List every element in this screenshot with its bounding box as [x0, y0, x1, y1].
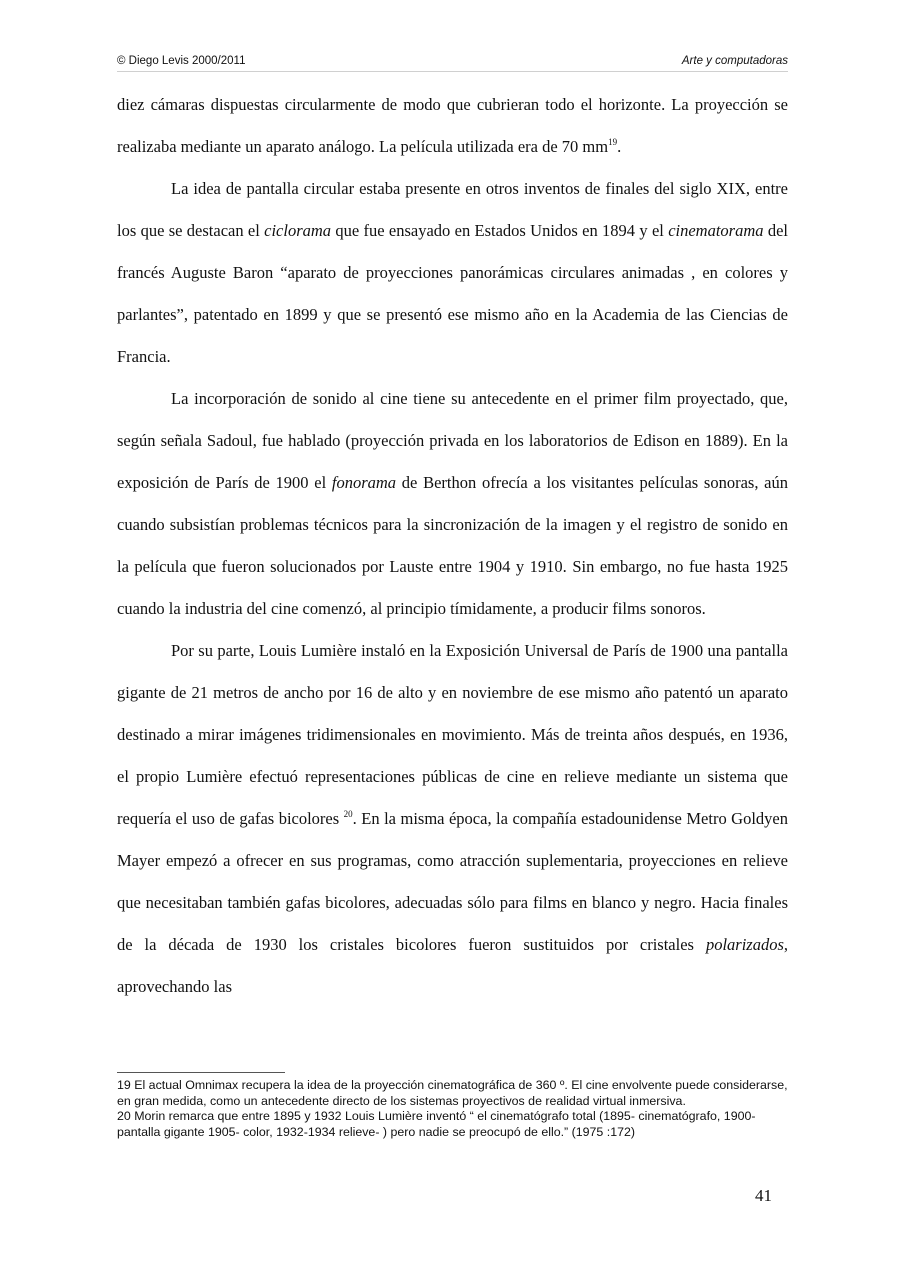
paragraph-1: diez cámaras dispuestas circularmente de modo que cubrieran todo el horizonte. La proyección se realizaba mediante un aparato análogo. La película utilizada era de 70 $mm^{19}$.: [117, 95, 788, 156]
footnote-ref-19: 19: [608, 137, 618, 147]
term-cinematorama: cinematorama: [668, 221, 764, 240]
term-polarizados: polarizados: [705, 935, 784, 954]
footnote-divider: [117, 1072, 285, 1073]
term-ciclorama: ciclorama: [264, 221, 332, 240]
footnotes: [117, 1078, 788, 1140]
page-number: 41: [755, 1186, 772, 1205]
paragraph-4: Por su parte, Louis Lumière instaló en la Exposición Universal de París de 1900 una pantalla gigante de 21 metros de ancho por 16 de alto y en noviembre de ese mismo año patentó un aparato destinado a mirar imágenes tridimensionales en movimiento. Más de treinta años después, en 1936, el propio Lumière efectuó representaciones públicas de cine en relieve mediante un sistema que requería el uso de gafas bicolores $^{20}$. En la misma época, la compañía estadounidense Metro Goldyen Mayer empezó a ofrecer en sus programas, como atracción suplementaria, proyecciones en relieve que necesitaban también gafas bicolores, adecuadas sólo para films en blanco y negro. Hacia finales de la década de 1930 los cristales bicolores fueron sustituidos por cristales polarizados, aprovechando las: [117, 641, 789, 996]
footnote-19: 19 El actual Omnimax recupera la idea de la proyección cinematográfica de 360 º. El cine envolvente puede considerarse, en gran medida, como un antecedente directo de los sistemas proyectivos de realidad virtual inmersiva.: [117, 1078, 788, 1108]
header-title: Arte y computadoras: [681, 55, 788, 67]
header-author: © Diego Levis 2000/2011: [117, 55, 246, 67]
body-text: [117, 84, 788, 1008]
footnote-20: 20 Morin remarca que entre 1895 y 1932 Louis Lumière inventó “ el cinematógrafo total (1895- cinematógrafo, 1900- pantalla gigante 1905- color, 1932-1934 relieve- ) pero nadie se preocupó de ello.” (1975 :172): [117, 1109, 756, 1139]
term-fonorama: fonorama: [331, 473, 397, 492]
paragraph-3: La incorporación de sonido al cine tiene su antecedente en el primer film proyectado, que, según señala Sadoul, fue hablado (proyección privada en los laboratorios de Edison en 1889). En la exposición de París de 1900 el fonorama de Berthon ofrecía a los visitantes películas sonoras, aún cuando subsistían problemas técnicos para la sincronización de la imagen y el registro de sonido en la película que fueron solucionados por Lauste entre 1904 y 1910. Sin embargo, no fue hasta 1925 cuando la industria del cine comenzó, al principio tímidamente, a producir films sonoros.: [117, 389, 789, 618]
paragraph-2: La idea de pantalla circular estaba presente en otros inventos de finales del siglo XIX, entre los que se destacan el ciclorama que fue ensayado en Estados Unidos en 1894 y el cinematorama del francés Auguste Baron “aparato de proyecciones panorámicas circulares animadas , en colores y parlantes”, patentado en 1899 y que se presentó ese mismo año en la Academia de las Ciencias de Francia.: [117, 179, 788, 366]
footnote-ref-20: 20: [343, 809, 353, 819]
page-header: [117, 55, 788, 72]
